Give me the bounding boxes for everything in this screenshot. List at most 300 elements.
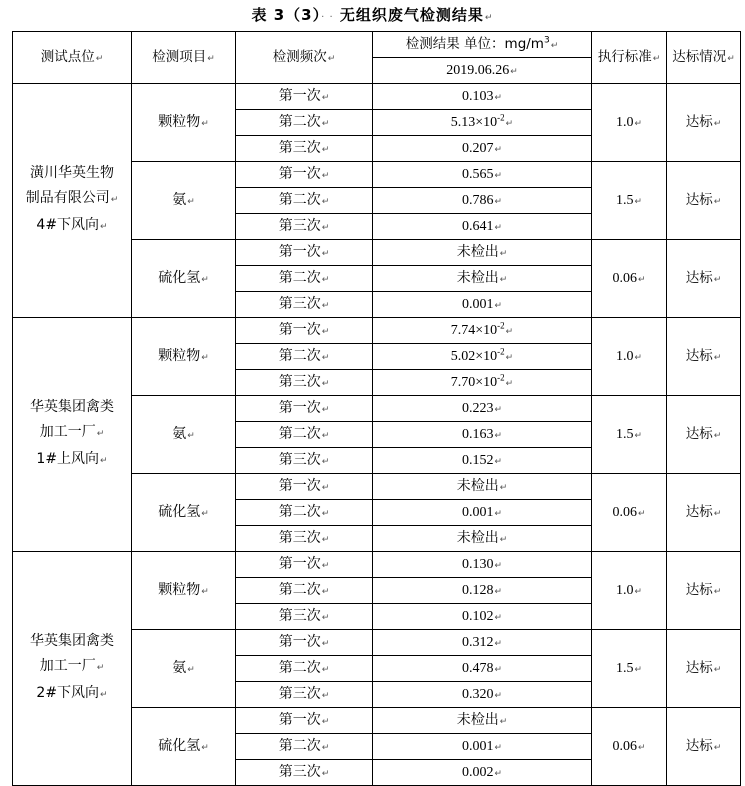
frequency-label: 第二次 bbox=[278, 113, 321, 130]
frequency-label: 第二次 bbox=[278, 347, 321, 364]
result-value: 未检出 bbox=[456, 530, 499, 546]
paragraph-mark-icon: ↵ bbox=[321, 352, 330, 363]
result-cell bbox=[373, 162, 592, 188]
paragraph-mark-icon: ↵ bbox=[713, 118, 722, 129]
frequency-cell bbox=[236, 474, 373, 500]
site-cell bbox=[13, 84, 132, 318]
frequency-cell bbox=[236, 578, 373, 604]
header-item-label: 检测项目 bbox=[152, 48, 207, 65]
paragraph-mark-icon: ↵ bbox=[321, 404, 330, 415]
item-name: 颗粒物 bbox=[158, 581, 201, 598]
paragraph-mark-icon: ↵ bbox=[321, 664, 330, 675]
paragraph-mark-icon: ↵ bbox=[494, 143, 503, 154]
paragraph-mark-icon: ↵ bbox=[321, 118, 330, 129]
result-cell bbox=[373, 734, 592, 760]
paragraph-mark-icon: ↵ bbox=[505, 117, 514, 128]
site-cell bbox=[13, 318, 132, 552]
frequency-cell bbox=[236, 734, 373, 760]
site-line-text: 华英集团禽类 bbox=[30, 399, 114, 415]
paragraph-mark-icon: ↵ bbox=[321, 768, 330, 779]
paragraph-mark-icon: ↵ bbox=[321, 560, 330, 571]
frequency-cell bbox=[236, 708, 373, 734]
paragraph-mark-icon: ↵ bbox=[505, 377, 514, 388]
paragraph-mark-icon: ↵ bbox=[321, 274, 330, 285]
frequency-cell bbox=[236, 188, 373, 214]
item-name: 氨 bbox=[172, 191, 187, 208]
result-value: 0.320 bbox=[461, 686, 494, 702]
paragraph-mark-icon: ↵ bbox=[494, 767, 503, 778]
frequency-label: 第一次 bbox=[278, 399, 321, 416]
paragraph-mark-icon: ↵ bbox=[499, 247, 508, 258]
frequency-label: 第二次 bbox=[278, 269, 321, 286]
status-value: 达标 bbox=[685, 503, 713, 520]
frequency-label: 第三次 bbox=[278, 295, 321, 312]
result-cell bbox=[373, 474, 592, 500]
paragraph-mark-icon: ↵ bbox=[727, 53, 735, 64]
result-value: 未检出 bbox=[456, 478, 499, 494]
paragraph-mark-icon: ↵ bbox=[321, 248, 330, 259]
result-value: 0.312 bbox=[461, 634, 494, 650]
standard-cell bbox=[592, 474, 667, 552]
header-site bbox=[13, 32, 132, 84]
result-cell bbox=[373, 188, 592, 214]
result-cell bbox=[373, 370, 592, 396]
paragraph-mark-icon: ↵ bbox=[634, 663, 643, 674]
standard-cell bbox=[592, 162, 667, 240]
item-cell bbox=[132, 552, 236, 630]
standard-value: 1.0 bbox=[615, 348, 634, 364]
paragraph-mark-icon: ↵ bbox=[201, 118, 209, 129]
site-line bbox=[13, 420, 131, 447]
frequency-cell bbox=[236, 110, 373, 136]
frequency-label: 第三次 bbox=[278, 685, 321, 702]
paragraph-mark-icon: ↵ bbox=[321, 534, 330, 545]
paragraph-mark-icon: ↵ bbox=[110, 195, 119, 205]
frequency-label: 第三次 bbox=[278, 373, 321, 390]
result-cell bbox=[373, 630, 592, 656]
result-exponent: -2 bbox=[497, 345, 505, 356]
result-cell bbox=[373, 682, 592, 708]
status-cell bbox=[667, 318, 741, 396]
frequency-cell bbox=[236, 448, 373, 474]
table-row bbox=[13, 552, 741, 578]
item-cell bbox=[132, 474, 236, 552]
result-cell bbox=[373, 448, 592, 474]
paragraph-mark-icon: ↵ bbox=[499, 715, 508, 726]
frequency-cell bbox=[236, 500, 373, 526]
result-cell bbox=[373, 708, 592, 734]
item-cell bbox=[132, 318, 236, 396]
result-value: 0.001 bbox=[461, 738, 494, 754]
item-name: 氨 bbox=[172, 425, 187, 442]
paragraph-mark-icon: ↵ bbox=[321, 586, 330, 597]
site-line-text: 4#下风向 bbox=[36, 217, 100, 233]
header-result bbox=[373, 32, 592, 58]
paragraph-mark-icon: ↵ bbox=[652, 53, 661, 64]
result-value: 0.641 bbox=[461, 218, 494, 234]
title-number: 表 3（3） bbox=[251, 6, 322, 24]
item-cell bbox=[132, 84, 236, 162]
site-line-text: 华英集团禽类 bbox=[30, 633, 114, 649]
frequency-cell bbox=[236, 162, 373, 188]
frequency-label: 第三次 bbox=[278, 529, 321, 546]
paragraph-mark-icon: ↵ bbox=[494, 637, 503, 648]
table-title bbox=[0, 4, 745, 25]
paragraph-mark-icon: ↵ bbox=[321, 300, 330, 311]
result-cell bbox=[373, 526, 592, 552]
paragraph-mark-icon: ↵ bbox=[100, 456, 108, 466]
status-cell bbox=[667, 708, 741, 786]
frequency-label: 第三次 bbox=[278, 139, 321, 156]
site-line bbox=[13, 629, 131, 654]
paragraph-mark-icon: ↵ bbox=[201, 742, 209, 753]
frequency-label: 第三次 bbox=[278, 607, 321, 624]
paragraph-mark-icon: ↵ bbox=[321, 508, 330, 519]
frequency-cell bbox=[236, 604, 373, 630]
results-table bbox=[12, 31, 741, 786]
result-cell bbox=[373, 84, 592, 110]
result-cell bbox=[373, 344, 592, 370]
paragraph-mark-icon: ↵ bbox=[95, 53, 104, 64]
result-value: 0.102 bbox=[461, 608, 494, 624]
frequency-cell bbox=[236, 682, 373, 708]
header-status-label: 达标情况 bbox=[672, 48, 727, 65]
frequency-label: 第二次 bbox=[278, 503, 321, 520]
paragraph-mark-icon: ↵ bbox=[499, 533, 508, 544]
standard-value: 1.0 bbox=[615, 582, 634, 598]
paragraph-mark-icon: ↵ bbox=[321, 638, 330, 649]
frequency-label: 第二次 bbox=[278, 191, 321, 208]
title-dots: · · bbox=[321, 12, 334, 23]
paragraph-mark-icon: ↵ bbox=[713, 430, 722, 441]
paragraph-mark-icon: ↵ bbox=[321, 222, 330, 233]
result-cell bbox=[373, 318, 592, 344]
paragraph-mark-icon: ↵ bbox=[321, 456, 330, 467]
result-value: 0.001 bbox=[461, 296, 494, 312]
frequency-label: 第二次 bbox=[278, 737, 321, 754]
paragraph-mark-icon: ↵ bbox=[321, 144, 330, 155]
paragraph-mark-icon: ↵ bbox=[187, 664, 195, 675]
paragraph-mark-icon: ↵ bbox=[634, 117, 643, 128]
paragraph-mark-icon: ↵ bbox=[494, 559, 503, 570]
paragraph-mark-icon: ↵ bbox=[494, 221, 503, 232]
paragraph-mark-icon: ↵ bbox=[510, 65, 518, 76]
paragraph-mark-icon: ↵ bbox=[494, 91, 503, 102]
result-cell bbox=[373, 396, 592, 422]
frequency-label: 第二次 bbox=[278, 425, 321, 442]
site-line-text: 加工一厂 bbox=[39, 424, 96, 440]
site-cell bbox=[13, 552, 132, 786]
paragraph-mark-icon: ↵ bbox=[187, 196, 195, 207]
result-value: 0.163 bbox=[461, 426, 494, 442]
paragraph-mark-icon: ↵ bbox=[634, 351, 643, 362]
status-value: 达标 bbox=[685, 269, 713, 286]
frequency-label: 第一次 bbox=[278, 711, 321, 728]
site-line bbox=[13, 395, 131, 420]
paragraph-mark-icon: ↵ bbox=[321, 716, 330, 727]
result-cell bbox=[373, 552, 592, 578]
site-line bbox=[13, 654, 131, 681]
title-text: 无组织废气检测结果 bbox=[339, 6, 484, 24]
status-value: 达标 bbox=[685, 113, 713, 130]
result-cell bbox=[373, 656, 592, 682]
paragraph-mark-icon: ↵ bbox=[550, 40, 559, 51]
paragraph-mark-icon: ↵ bbox=[484, 13, 494, 23]
frequency-cell bbox=[236, 422, 373, 448]
paragraph-mark-icon: ↵ bbox=[634, 585, 643, 596]
status-value: 达标 bbox=[685, 425, 713, 442]
result-value: 0.152 bbox=[461, 452, 494, 468]
status-cell bbox=[667, 84, 741, 162]
result-value: 未检出 bbox=[456, 244, 499, 260]
header-date bbox=[373, 58, 592, 84]
result-value: 未检出 bbox=[456, 270, 499, 286]
standard-value: 1.5 bbox=[615, 426, 634, 442]
frequency-cell bbox=[236, 370, 373, 396]
frequency-label: 第三次 bbox=[278, 763, 321, 780]
paragraph-mark-icon: ↵ bbox=[494, 169, 503, 180]
header-standard bbox=[592, 32, 667, 84]
item-cell bbox=[132, 630, 236, 708]
paragraph-mark-icon: ↵ bbox=[494, 663, 503, 674]
paragraph-mark-icon: ↵ bbox=[637, 741, 646, 752]
result-exponent: -2 bbox=[497, 371, 505, 382]
result-cell bbox=[373, 422, 592, 448]
standard-cell bbox=[592, 396, 667, 474]
result-value: 0.130 bbox=[461, 556, 494, 572]
header-standard-label: 执行标准 bbox=[597, 48, 652, 65]
paragraph-mark-icon: ↵ bbox=[494, 299, 503, 310]
standard-value: 0.06 bbox=[612, 504, 637, 520]
paragraph-mark-icon: ↵ bbox=[321, 482, 330, 493]
frequency-label: 第三次 bbox=[278, 451, 321, 468]
paragraph-mark-icon: ↵ bbox=[321, 612, 330, 623]
paragraph-mark-icon: ↵ bbox=[327, 53, 336, 64]
site-line bbox=[13, 161, 131, 186]
result-cell bbox=[373, 292, 592, 318]
header-item bbox=[132, 32, 236, 84]
paragraph-mark-icon: ↵ bbox=[321, 92, 330, 103]
result-value: 0.223 bbox=[461, 400, 494, 416]
status-cell bbox=[667, 474, 741, 552]
paragraph-mark-icon: ↵ bbox=[494, 585, 503, 596]
frequency-label: 第二次 bbox=[278, 659, 321, 676]
paragraph-mark-icon: ↵ bbox=[494, 689, 503, 700]
standard-cell bbox=[592, 708, 667, 786]
paragraph-mark-icon: ↵ bbox=[713, 352, 722, 363]
status-cell bbox=[667, 552, 741, 630]
standard-cell bbox=[592, 318, 667, 396]
paragraph-mark-icon: ↵ bbox=[505, 351, 514, 362]
paragraph-mark-icon: ↵ bbox=[100, 222, 108, 232]
result-cell bbox=[373, 214, 592, 240]
result-cell bbox=[373, 136, 592, 162]
standard-value: 0.06 bbox=[612, 738, 637, 754]
table-row bbox=[13, 318, 741, 344]
result-cell bbox=[373, 500, 592, 526]
standard-cell bbox=[592, 630, 667, 708]
frequency-label: 第二次 bbox=[278, 581, 321, 598]
item-cell bbox=[132, 396, 236, 474]
header-row bbox=[13, 32, 741, 58]
paragraph-mark-icon: ↵ bbox=[321, 742, 330, 753]
paragraph-mark-icon: ↵ bbox=[634, 195, 643, 206]
frequency-cell bbox=[236, 318, 373, 344]
frequency-cell bbox=[236, 84, 373, 110]
paragraph-mark-icon: ↵ bbox=[713, 664, 722, 675]
paragraph-mark-icon: ↵ bbox=[494, 455, 503, 466]
paragraph-mark-icon: ↵ bbox=[100, 690, 108, 700]
paragraph-mark-icon: ↵ bbox=[499, 481, 508, 492]
frequency-cell bbox=[236, 526, 373, 552]
paragraph-mark-icon: ↵ bbox=[494, 429, 503, 440]
result-cell bbox=[373, 110, 592, 136]
standard-value: 1.5 bbox=[615, 660, 634, 676]
standard-cell bbox=[592, 84, 667, 162]
standard-cell bbox=[592, 552, 667, 630]
frequency-cell bbox=[236, 760, 373, 786]
result-cell bbox=[373, 578, 592, 604]
site-line bbox=[13, 213, 131, 240]
header-frequency bbox=[236, 32, 373, 84]
frequency-label: 第一次 bbox=[278, 477, 321, 494]
status-cell bbox=[667, 162, 741, 240]
paragraph-mark-icon: ↵ bbox=[201, 274, 209, 285]
item-cell bbox=[132, 240, 236, 318]
paragraph-mark-icon: ↵ bbox=[321, 326, 330, 337]
frequency-cell bbox=[236, 214, 373, 240]
paragraph-mark-icon: ↵ bbox=[637, 273, 646, 284]
frequency-cell bbox=[236, 656, 373, 682]
site-line bbox=[13, 447, 131, 474]
result-value: 0.128 bbox=[461, 582, 494, 598]
status-value: 达标 bbox=[685, 581, 713, 598]
result-value: 0.565 bbox=[461, 166, 494, 182]
paragraph-mark-icon: ↵ bbox=[499, 273, 508, 284]
paragraph-mark-icon: ↵ bbox=[201, 586, 209, 597]
result-value: 0.207 bbox=[461, 140, 494, 156]
paragraph-mark-icon: ↵ bbox=[713, 586, 722, 597]
paragraph-mark-icon: ↵ bbox=[207, 53, 215, 64]
paragraph-mark-icon: ↵ bbox=[713, 508, 722, 519]
site-line-text: 加工一厂 bbox=[39, 658, 96, 674]
paragraph-mark-icon: ↵ bbox=[713, 196, 722, 207]
result-value: 0.001 bbox=[461, 504, 494, 520]
frequency-label: 第三次 bbox=[278, 217, 321, 234]
result-value: 0.786 bbox=[461, 192, 494, 208]
item-cell bbox=[132, 708, 236, 786]
paragraph-mark-icon: ↵ bbox=[321, 170, 330, 181]
site-line-text: 2#下风向 bbox=[36, 685, 100, 701]
header-site-label: 测试点位 bbox=[40, 48, 95, 65]
result-cell bbox=[373, 604, 592, 630]
header-status bbox=[667, 32, 741, 84]
paragraph-mark-icon: ↵ bbox=[494, 195, 503, 206]
result-cell bbox=[373, 760, 592, 786]
frequency-cell bbox=[236, 396, 373, 422]
paragraph-mark-icon: ↵ bbox=[505, 325, 514, 336]
paragraph-mark-icon: ↵ bbox=[494, 741, 503, 752]
standard-cell bbox=[592, 240, 667, 318]
paragraph-mark-icon: ↵ bbox=[494, 403, 503, 414]
paragraph-mark-icon: ↵ bbox=[321, 430, 330, 441]
paragraph-mark-icon: ↵ bbox=[713, 742, 722, 753]
site-line bbox=[13, 681, 131, 708]
result-value: 未检出 bbox=[456, 712, 499, 728]
item-name: 硫化氢 bbox=[158, 503, 201, 520]
paragraph-mark-icon: ↵ bbox=[321, 690, 330, 701]
frequency-cell bbox=[236, 344, 373, 370]
result-value: 7.74×10 bbox=[450, 322, 498, 338]
frequency-label: 第一次 bbox=[278, 321, 321, 338]
result-value: 0.002 bbox=[461, 764, 494, 780]
result-value: 7.70×10 bbox=[450, 374, 498, 390]
frequency-cell bbox=[236, 292, 373, 318]
site-line-text: 制品有限公司 bbox=[25, 190, 110, 206]
paragraph-mark-icon: ↵ bbox=[201, 508, 209, 519]
frequency-label: 第一次 bbox=[278, 87, 321, 104]
status-value: 达标 bbox=[685, 191, 713, 208]
status-cell bbox=[667, 240, 741, 318]
site-line-text: 潢川华英生物 bbox=[30, 165, 114, 181]
result-value: 0.103 bbox=[461, 88, 494, 104]
frequency-label: 第一次 bbox=[278, 165, 321, 182]
paragraph-mark-icon: ↵ bbox=[494, 611, 503, 622]
item-name: 硫化氢 bbox=[158, 737, 201, 754]
frequency-label: 第一次 bbox=[278, 633, 321, 650]
item-name: 硫化氢 bbox=[158, 269, 201, 286]
header-date-label: 2019.06.26 bbox=[446, 62, 510, 78]
status-value: 达标 bbox=[685, 737, 713, 754]
standard-value: 0.06 bbox=[612, 270, 637, 286]
header-result-label: 检测结果 单位：mg/m bbox=[405, 35, 544, 52]
standard-value: 1.0 bbox=[615, 114, 634, 130]
paragraph-mark-icon: ↵ bbox=[637, 507, 646, 518]
frequency-cell bbox=[236, 266, 373, 292]
standard-value: 1.5 bbox=[615, 192, 634, 208]
paragraph-mark-icon: ↵ bbox=[96, 429, 105, 439]
frequency-label: 第一次 bbox=[278, 243, 321, 260]
paragraph-mark-icon: ↵ bbox=[321, 378, 330, 389]
frequency-cell bbox=[236, 552, 373, 578]
paragraph-mark-icon: ↵ bbox=[321, 196, 330, 207]
paragraph-mark-icon: ↵ bbox=[494, 507, 503, 518]
item-name: 颗粒物 bbox=[158, 113, 201, 130]
result-exponent: -2 bbox=[497, 111, 505, 122]
result-value: 5.13×10 bbox=[450, 114, 498, 130]
item-name: 氨 bbox=[172, 659, 187, 676]
frequency-cell bbox=[236, 240, 373, 266]
site-line-text: 1#上风向 bbox=[36, 451, 100, 467]
paragraph-mark-icon: ↵ bbox=[96, 663, 105, 673]
paragraph-mark-icon: ↵ bbox=[187, 430, 195, 441]
paragraph-mark-icon: ↵ bbox=[201, 352, 209, 363]
frequency-cell bbox=[236, 630, 373, 656]
status-cell bbox=[667, 630, 741, 708]
frequency-label: 第一次 bbox=[278, 555, 321, 572]
status-cell bbox=[667, 396, 741, 474]
result-value: 5.02×10 bbox=[450, 348, 498, 364]
result-cell bbox=[373, 240, 592, 266]
item-cell bbox=[132, 162, 236, 240]
unit-superscript: 3 bbox=[543, 35, 550, 45]
status-value: 达标 bbox=[685, 347, 713, 364]
result-exponent: -2 bbox=[497, 319, 505, 330]
site-line bbox=[13, 186, 131, 213]
status-value: 达标 bbox=[685, 659, 713, 676]
result-value: 0.478 bbox=[461, 660, 494, 676]
frequency-cell bbox=[236, 136, 373, 162]
